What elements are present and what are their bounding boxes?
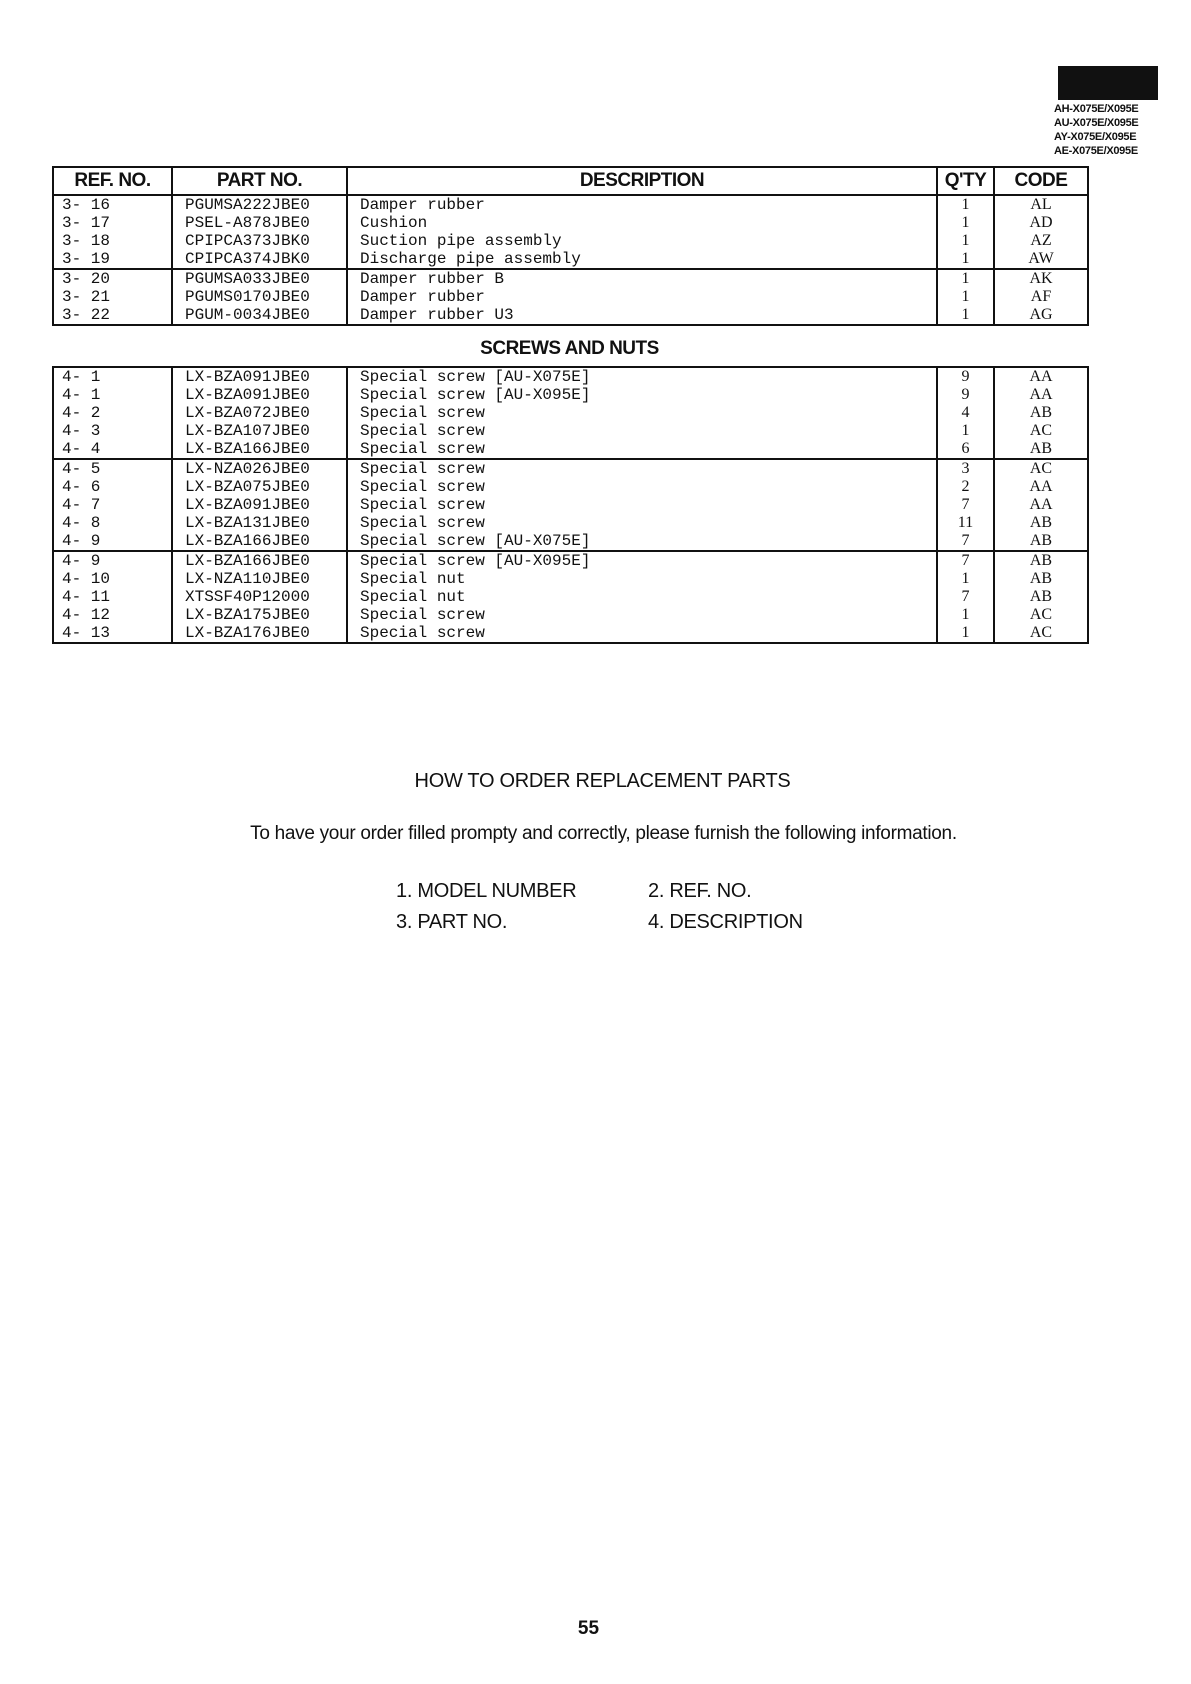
- description-cell: Damper rubber U3: [347, 306, 937, 325]
- description-cell: Damper rubber: [347, 288, 937, 306]
- table-row: [53, 496, 1088, 514]
- qty-cell: 7: [937, 532, 994, 551]
- description-cell: Special screw: [347, 422, 937, 440]
- header-tab: [1058, 66, 1158, 100]
- part-no-cell: LX-BZA166JBE0: [172, 532, 347, 551]
- order-intro: To have your order filled prompty and correctly, please furnish the following information.: [250, 823, 957, 844]
- order-item: 3. PART NO.: [396, 911, 508, 933]
- description-cell: Special screw: [347, 440, 937, 459]
- ref-no-cell: 3- 18: [53, 232, 172, 250]
- qty-cell: 1: [937, 624, 994, 643]
- part-no-cell: LX-BZA091JBE0: [172, 496, 347, 514]
- code-cell: AD: [994, 214, 1088, 232]
- ref-no-cell: 4- 9: [53, 532, 172, 551]
- qty-cell: 7: [937, 551, 994, 570]
- description-cell: Special nut: [347, 588, 937, 606]
- code-cell: AZ: [994, 232, 1088, 250]
- header-part-no: PART NO.: [172, 167, 347, 195]
- ref-no-cell: 4- 2: [53, 404, 172, 422]
- code-cell: AB: [994, 532, 1088, 551]
- table-row: [53, 440, 1088, 459]
- model-line: AY-X075E/X095E: [1054, 131, 1137, 143]
- header-code: CODE: [994, 167, 1088, 195]
- code-cell: AC: [994, 606, 1088, 624]
- code-cell: AK: [994, 269, 1088, 288]
- description-cell: Special screw [AU-X095E]: [347, 386, 937, 404]
- ref-no-cell: 4- 3: [53, 422, 172, 440]
- description-cell: Damper rubber: [347, 195, 937, 214]
- qty-cell: 1: [937, 306, 994, 325]
- part-no-cell: LX-BZA166JBE0: [172, 440, 347, 459]
- qty-cell: 2: [937, 478, 994, 496]
- description-cell: Special screw: [347, 404, 937, 422]
- ref-no-cell: 3- 17: [53, 214, 172, 232]
- part-no-cell: LX-NZA026JBE0: [172, 459, 347, 478]
- ref-no-cell: 3- 16: [53, 195, 172, 214]
- code-cell: AA: [994, 367, 1088, 386]
- table-row: [53, 250, 1088, 269]
- code-cell: AF: [994, 288, 1088, 306]
- qty-cell: 1: [937, 288, 994, 306]
- parts-table-header: [53, 167, 1088, 195]
- part-no-cell: PGUMS0170JBE0: [172, 288, 347, 306]
- description-cell: Special screw [AU-X075E]: [347, 367, 937, 386]
- ref-no-cell: 4- 9: [53, 551, 172, 570]
- code-cell: AW: [994, 250, 1088, 269]
- qty-cell: 1: [937, 195, 994, 214]
- qty-cell: 4: [937, 404, 994, 422]
- table-row: [53, 306, 1088, 325]
- qty-cell: 1: [937, 232, 994, 250]
- part-no-cell: LX-BZA091JBE0: [172, 367, 347, 386]
- description-cell: Special screw: [347, 514, 937, 532]
- code-cell: AA: [994, 386, 1088, 404]
- qty-cell: 1: [937, 250, 994, 269]
- ref-no-cell: 4- 12: [53, 606, 172, 624]
- part-no-cell: LX-BZA176JBE0: [172, 624, 347, 643]
- order-item: 2. REF. NO.: [648, 880, 752, 902]
- table-row: [53, 367, 1088, 386]
- code-cell: AA: [994, 478, 1088, 496]
- qty-cell: 9: [937, 367, 994, 386]
- page-number: 55: [577, 1618, 600, 1639]
- code-cell: AB: [994, 588, 1088, 606]
- table-row: [53, 551, 1088, 570]
- code-cell: AB: [994, 514, 1088, 532]
- screws-table-body: [53, 367, 1088, 643]
- order-items: [396, 880, 856, 934]
- description-cell: Special screw [AU-X075E]: [347, 532, 937, 551]
- table-row: [53, 422, 1088, 440]
- qty-cell: 1: [937, 606, 994, 624]
- qty-cell: 11: [937, 514, 994, 532]
- table-row: [53, 269, 1088, 288]
- ref-no-cell: 4- 13: [53, 624, 172, 643]
- qty-cell: 1: [937, 422, 994, 440]
- qty-cell: 3: [937, 459, 994, 478]
- model-line: AE-X075E/X095E: [1054, 145, 1138, 157]
- model-line: AU-X075E/X095E: [1054, 117, 1139, 129]
- part-no-cell: PGUM-0034JBE0: [172, 306, 347, 325]
- table-row: [53, 588, 1088, 606]
- ref-no-cell: 4- 11: [53, 588, 172, 606]
- description-cell: Special screw: [347, 606, 937, 624]
- description-cell: Cushion: [347, 214, 937, 232]
- part-no-cell: PGUMSA222JBE0: [172, 195, 347, 214]
- description-cell: Special nut: [347, 570, 937, 588]
- header-ref-no: REF. NO.: [53, 167, 172, 195]
- description-cell: Special screw: [347, 496, 937, 514]
- part-no-cell: LX-BZA075JBE0: [172, 478, 347, 496]
- table-row: [53, 214, 1088, 232]
- description-cell: Special screw: [347, 459, 937, 478]
- qty-cell: 1: [937, 269, 994, 288]
- screws-table: [52, 366, 1089, 644]
- table-row: [53, 232, 1088, 250]
- part-no-cell: LX-BZA091JBE0: [172, 386, 347, 404]
- part-no-cell: CPIPCA374JBK0: [172, 250, 347, 269]
- qty-cell: 7: [937, 588, 994, 606]
- table-row: [53, 459, 1088, 478]
- ref-no-cell: 4- 10: [53, 570, 172, 588]
- ref-no-cell: 4- 1: [53, 386, 172, 404]
- code-cell: AC: [994, 624, 1088, 643]
- parts-table: [52, 166, 1089, 326]
- ref-no-cell: 4- 7: [53, 496, 172, 514]
- order-item: 4. DESCRIPTION: [648, 911, 803, 933]
- part-no-cell: LX-BZA131JBE0: [172, 514, 347, 532]
- ref-no-cell: 4- 5: [53, 459, 172, 478]
- code-cell: AC: [994, 422, 1088, 440]
- ref-no-cell: 3- 19: [53, 250, 172, 269]
- table-row: [53, 624, 1088, 643]
- qty-cell: 1: [937, 214, 994, 232]
- qty-cell: 6: [937, 440, 994, 459]
- description-cell: Special screw: [347, 478, 937, 496]
- part-no-cell: LX-BZA175JBE0: [172, 606, 347, 624]
- table-row: [53, 570, 1088, 588]
- part-no-cell: LX-BZA107JBE0: [172, 422, 347, 440]
- table-row: [53, 514, 1088, 532]
- qty-cell: 7: [937, 496, 994, 514]
- part-no-cell: LX-BZA166JBE0: [172, 551, 347, 570]
- table-row: [53, 404, 1088, 422]
- part-no-cell: CPIPCA373JBK0: [172, 232, 347, 250]
- part-no-cell: PGUMSA033JBE0: [172, 269, 347, 288]
- table-row: [53, 195, 1088, 214]
- code-cell: AA: [994, 496, 1088, 514]
- code-cell: AG: [994, 306, 1088, 325]
- ref-no-cell: 3- 22: [53, 306, 172, 325]
- ref-no-cell: 4- 8: [53, 514, 172, 532]
- description-cell: Special screw [AU-X095E]: [347, 551, 937, 570]
- ref-no-cell: 3- 21: [53, 288, 172, 306]
- header-qty: Q'TY: [937, 167, 994, 195]
- code-cell: AC: [994, 459, 1088, 478]
- code-cell: AB: [994, 570, 1088, 588]
- table-row: [53, 606, 1088, 624]
- order-item: 1. MODEL NUMBER: [396, 880, 577, 902]
- code-cell: AB: [994, 440, 1088, 459]
- table-row: [53, 478, 1088, 496]
- description-cell: Discharge pipe assembly: [347, 250, 937, 269]
- ref-no-cell: 4- 4: [53, 440, 172, 459]
- table-row: [53, 532, 1088, 551]
- part-no-cell: PSEL-A878JBE0: [172, 214, 347, 232]
- table-row: [53, 386, 1088, 404]
- parts-table-body: [53, 195, 1088, 325]
- part-no-cell: XTSSF40P12000: [172, 588, 347, 606]
- part-no-cell: LX-BZA072JBE0: [172, 404, 347, 422]
- table-row: [53, 288, 1088, 306]
- code-cell: AL: [994, 195, 1088, 214]
- description-cell: Suction pipe assembly: [347, 232, 937, 250]
- order-title: HOW TO ORDER REPLACEMENT PARTS: [414, 770, 791, 792]
- qty-cell: 9: [937, 386, 994, 404]
- code-cell: AB: [994, 551, 1088, 570]
- screws-section-title: SCREWS AND NUTS: [480, 338, 659, 359]
- ref-no-cell: 3- 20: [53, 269, 172, 288]
- description-cell: Special screw: [347, 624, 937, 643]
- ref-no-cell: 4- 6: [53, 478, 172, 496]
- model-list: [1054, 102, 1184, 158]
- description-cell: Damper rubber B: [347, 269, 937, 288]
- header-description: DESCRIPTION: [347, 167, 937, 195]
- part-no-cell: LX-NZA110JBE0: [172, 570, 347, 588]
- ref-no-cell: 4- 1: [53, 367, 172, 386]
- model-line: AH-X075E/X095E: [1054, 103, 1139, 115]
- code-cell: AB: [994, 404, 1088, 422]
- qty-cell: 1: [937, 570, 994, 588]
